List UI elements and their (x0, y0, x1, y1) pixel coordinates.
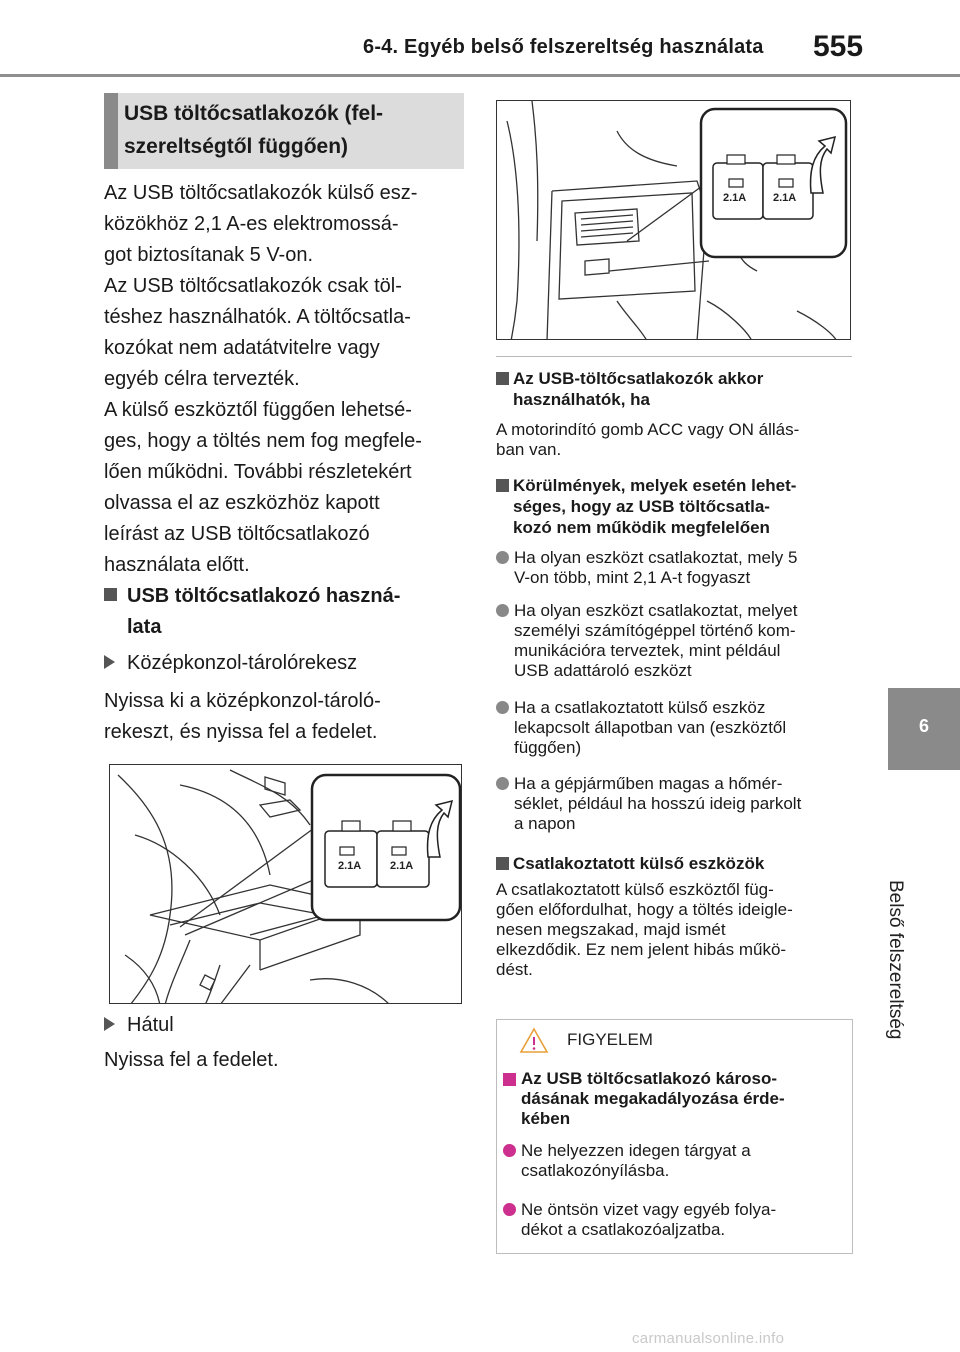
malfunction-bullet (496, 698, 858, 758)
usage-heading (104, 581, 464, 643)
text-line: közökhöz 2,1 A-es elektromossá- (104, 213, 399, 235)
text-line: Ha olyan eszközt csatlakoztat, melyet (514, 601, 798, 620)
text-line: kozókat nem adatátvitelre vagy (104, 337, 380, 359)
triangle-bullet-icon (104, 655, 115, 669)
center-console-drawing (110, 765, 462, 1004)
text-line: V-on több, mint 2,1 A-t fogyaszt (514, 568, 751, 587)
text-line: használata előtt. (104, 554, 250, 576)
round-bullet-icon (503, 1203, 516, 1216)
rear-label-text: Hátul (127, 1014, 174, 1036)
text-line: USB adattároló eszközt (514, 661, 692, 680)
text-line: Ha a csatlakoztatott külső eszköz (514, 698, 766, 717)
malfunction-bullet (496, 601, 858, 681)
malfunction-heading-line: Körülmények, melyek esetén lehet- (513, 476, 797, 495)
warning-bullet (503, 1200, 843, 1240)
text-line: nesen megszakad, majd ismét (496, 920, 726, 939)
rear-label (104, 1011, 174, 1039)
square-bullet-icon (496, 372, 509, 385)
warning-heading-line: Az USB töltőcsatlakozó károso- (521, 1069, 777, 1088)
chapter-tab (888, 688, 960, 770)
section-title-line: USB töltőcsatlakozók (fel- (124, 102, 384, 125)
rear-ports-illustration (496, 100, 851, 340)
text-line: elkezdődik. Ez nem jelent hibás műkö- (496, 940, 787, 959)
text-line: leírást az USB töltőcsatlakozó (104, 523, 370, 545)
text-line: got biztosítanak 5 V-on. (104, 244, 314, 266)
header-rule (0, 74, 960, 77)
malfunction-bullet (496, 774, 858, 834)
round-bullet-icon (496, 551, 509, 564)
round-bullet-icon (503, 1144, 516, 1157)
text-line: A csatlakoztatott külső eszköztől füg- (496, 880, 774, 899)
text-line: Nyissa fel a fedelet. (104, 1049, 279, 1071)
square-bullet-icon (496, 857, 509, 870)
conditions-heading-line: Az USB-töltőcsatlakozók akkor (513, 369, 764, 388)
text-line: Az USB töltőcsatlakozók külső esz- (104, 182, 418, 204)
usage-heading-line: USB töltőcsatlakozó haszná- (127, 585, 401, 607)
text-line: függően) (514, 738, 582, 757)
text-line: munikációra terveztek, mint például (514, 641, 781, 660)
text-line: Ha a gépjárműben magas a hőmér- (514, 774, 783, 793)
text-line: Nyissa ki a középkonzol-tároló- (104, 690, 381, 712)
warning-triangle-icon (519, 1027, 549, 1054)
section-title (124, 97, 454, 163)
text-line: egyéb célra tervezték. (104, 368, 300, 390)
connected-heading (496, 853, 856, 874)
text-line: A motorindító gomb ACC vagy ON állás- (496, 420, 800, 439)
text-line: gően előfordulhat, hogy a töltés ideigle- (496, 900, 793, 919)
text-line: dékot a csatlakozóaljzatba. (521, 1220, 726, 1239)
connected-text (496, 880, 858, 980)
malfunction-heading-line: séges, hogy az USB töltőcsatla- (513, 497, 770, 516)
intro-paragraph (104, 178, 466, 581)
text-line: a napon (514, 814, 576, 833)
section-title-box (104, 93, 464, 169)
text-line: séklet, például ha hosszú ideig parkolt (514, 794, 802, 813)
conditions-heading-line: használhatók, ha (513, 390, 650, 409)
square-bullet-icon (104, 588, 117, 601)
text-line: lően működni. További részletekért (104, 461, 412, 483)
text-line: dést. (496, 960, 533, 979)
console-label (104, 649, 357, 677)
running-header-title: 6-4. Egyéb belső felszereltség használata (363, 36, 764, 58)
text-line: téshez használhatók. A töltőcsatla- (104, 306, 411, 328)
port-label: 2.1A (390, 860, 414, 872)
malfunction-bullet (496, 548, 858, 588)
console-instruction (104, 686, 466, 748)
square-bullet-icon (496, 479, 509, 492)
round-bullet-icon (496, 604, 509, 617)
center-console-illustration (109, 764, 462, 1004)
conditions-heading (496, 368, 856, 410)
watermark: carmanualsonline.info (632, 1330, 785, 1347)
port-label: 2.1A (773, 192, 797, 204)
port-label: 2.1A (338, 860, 362, 872)
text-line: Ne helyezzen idegen tárgyat a (521, 1141, 751, 1160)
warning-heading (503, 1069, 843, 1129)
console-label-text: Középkonzol-tárolórekesz (127, 652, 358, 674)
text-line: személyi számítógéppel történő kom- (514, 621, 796, 640)
warning-heading-line: dásának megakadályozása érde- (521, 1089, 785, 1108)
rear-instruction (104, 1045, 466, 1076)
round-bullet-icon (496, 701, 509, 714)
text-line: Az USB töltőcsatlakozók csak töl- (104, 275, 402, 297)
chapter-number: 6 (918, 716, 929, 736)
text-line: lekapcsolt állapotban van (eszköztől (514, 718, 787, 737)
text-line: ban van. (496, 440, 562, 459)
chapter-label: Belső felszereltség (885, 880, 906, 1040)
text-line: olvassa el az eszközhöz kapott (104, 492, 380, 514)
warning-heading-line: kében (521, 1109, 571, 1128)
text-line: ges, hogy a töltés nem fog megfele- (104, 430, 422, 452)
rear-ports-drawing (497, 101, 851, 340)
conditions-text (496, 420, 858, 460)
text-line: Ne öntsön vizet vagy egyéb folya- (521, 1200, 777, 1219)
malfunction-heading-line: kozó nem működik megfelelően (513, 518, 770, 537)
page-number: 555 (813, 30, 864, 63)
warning-bullet (503, 1141, 843, 1181)
round-bullet-icon (496, 777, 509, 790)
malfunction-heading (496, 475, 856, 538)
text-line: csatlakozónyílásba. (521, 1161, 670, 1180)
usage-heading-line: lata (127, 616, 162, 638)
square-bullet-icon (503, 1073, 516, 1086)
section-title-line: szereltségtől függően) (124, 135, 349, 158)
divider (496, 356, 852, 357)
connected-heading-text: Csatlakoztatott külső eszközök (513, 854, 765, 873)
text-line: A külső eszköztől függően lehetsé- (104, 399, 412, 421)
text-line: Ha olyan eszközt csatlakoztat, mely 5 (514, 548, 798, 567)
section-title-bar (104, 93, 118, 169)
warning-box (496, 1019, 853, 1254)
warning-title: FIGYELEM (567, 1030, 653, 1049)
port-label: 2.1A (723, 192, 747, 204)
triangle-bullet-icon (104, 1017, 115, 1031)
text-line: rekeszt, és nyissa fel a fedelet. (104, 721, 378, 743)
